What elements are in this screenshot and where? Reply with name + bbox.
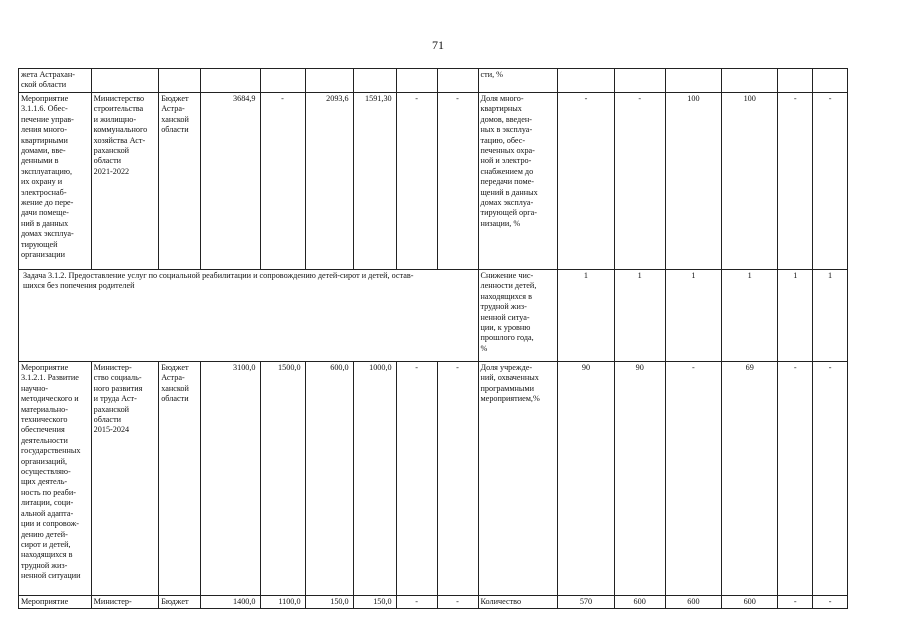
indicator-value: 1 [778,270,813,362]
executor-cell: Министерство строительства и жилищно- коммунального хозяйства Аст- раханской области 2021-2022 [91,93,159,270]
indicator-cell: сти, % [478,69,558,93]
indicator-value: 570 [558,596,614,609]
indicator-value: - [778,596,813,609]
source-cell: Бюджет Астра- ханской области [159,362,201,596]
value-cell: 1000,0 [353,362,396,596]
indicator-value: 1 [813,270,848,362]
indicator-value: 1 [722,270,778,362]
measure-cell: Мероприятие 3.1.1.6. Обес- печение управ- ления много- квартирными домами, вве- денными в эксплуатацию, их охрану и электроснаб- жение до пере- дачи помеще- ний в данных домах эксплуа- тирующей организации [19,93,92,270]
measure-cell: Мероприятие 3.1.2.1. Развитие научно- методического и материально- технического обеспечения деятельности государственных организаций, осуществляю- щих деятель- ность по реаби- литации, соци- альной адапта- ции и сопровож- дению детей- сирот и детей, находящихся в трудной жиз- ненной ситуации [19,362,92,596]
page-number: 71 [432,38,444,52]
indicator-value: 100 [665,93,721,270]
source-cell: Бюджет Астра- ханской области [159,93,201,270]
measure-cell: Мероприятие [19,596,92,609]
value-cell: - [437,596,478,609]
indicator-value: - [778,93,813,270]
indicator-value: - [558,93,614,270]
task-heading: Задача 3.1.2. Предоставление услуг по социальной реабилитации и сопровождению детей-сирот и детей, остав- шихся без попечения родителей [19,270,479,362]
table-row [19,93,848,270]
value-cell: - [260,93,305,270]
value-total: 1400,0 [201,596,260,609]
value-cell: - [396,93,437,270]
indicator-value: 100 [722,93,778,270]
table-row [19,362,848,596]
indicator-value: - [813,362,848,596]
source-cell: Бюджет [159,596,201,609]
indicator-cell: Снижение чис- ленности детей, находящихся в трудной жиз- ненной ситуа- ции, к уровню прошлого года, % [478,270,558,362]
executor-cell: Министер- [91,596,159,609]
indicator-value: - [813,93,848,270]
indicator-value: - [614,93,665,270]
indicator-value: 600 [665,596,721,609]
indicator-value: 69 [722,362,778,596]
indicator-value: - [665,362,721,596]
indicator-value: - [813,596,848,609]
indicator-value: - [778,362,813,596]
value-cell: 150,0 [305,596,353,609]
value-cell: 1500,0 [260,362,305,596]
table-row [19,596,848,609]
indicator-cell: Количество [478,596,558,609]
indicator-value: 1 [614,270,665,362]
value-cell: - [396,362,437,596]
value-cell: 2093,6 [305,93,353,270]
indicator-value: 90 [614,362,665,596]
indicator-value: 1 [558,270,614,362]
value-cell: - [437,93,478,270]
value-cell: 600,0 [305,362,353,596]
value-total: 3100,0 [201,362,260,596]
value-cell: - [437,362,478,596]
executor-cell: Министер- ство социаль- ного развития и труда Аст- раханской области 2015-2024 [91,362,159,596]
indicator-value: 600 [722,596,778,609]
value-cell: - [396,596,437,609]
table-row [19,270,848,362]
value-cell: 150,0 [353,596,396,609]
program-table [18,68,848,609]
value-cell: 1591,30 [353,93,396,270]
indicator-cell: Доля много- квартирных домов, введен- ных в эксплуа- тацию, обес- печенных охра- ной и электро- снабжением до передачи поме- щений в данных домах эксплуа- тирующей орга- низации, % [478,93,558,270]
table-row [19,69,848,93]
indicator-value: 600 [614,596,665,609]
indicator-value: 90 [558,362,614,596]
indicator-cell: Доля учрежде- ний, охваченных программными мероприятием,% [478,362,558,596]
value-cell: 1100,0 [260,596,305,609]
indicator-value: 1 [665,270,721,362]
value-total: 3684,9 [201,93,260,270]
measure-cell: жета Астрахан- ской области [19,69,92,93]
